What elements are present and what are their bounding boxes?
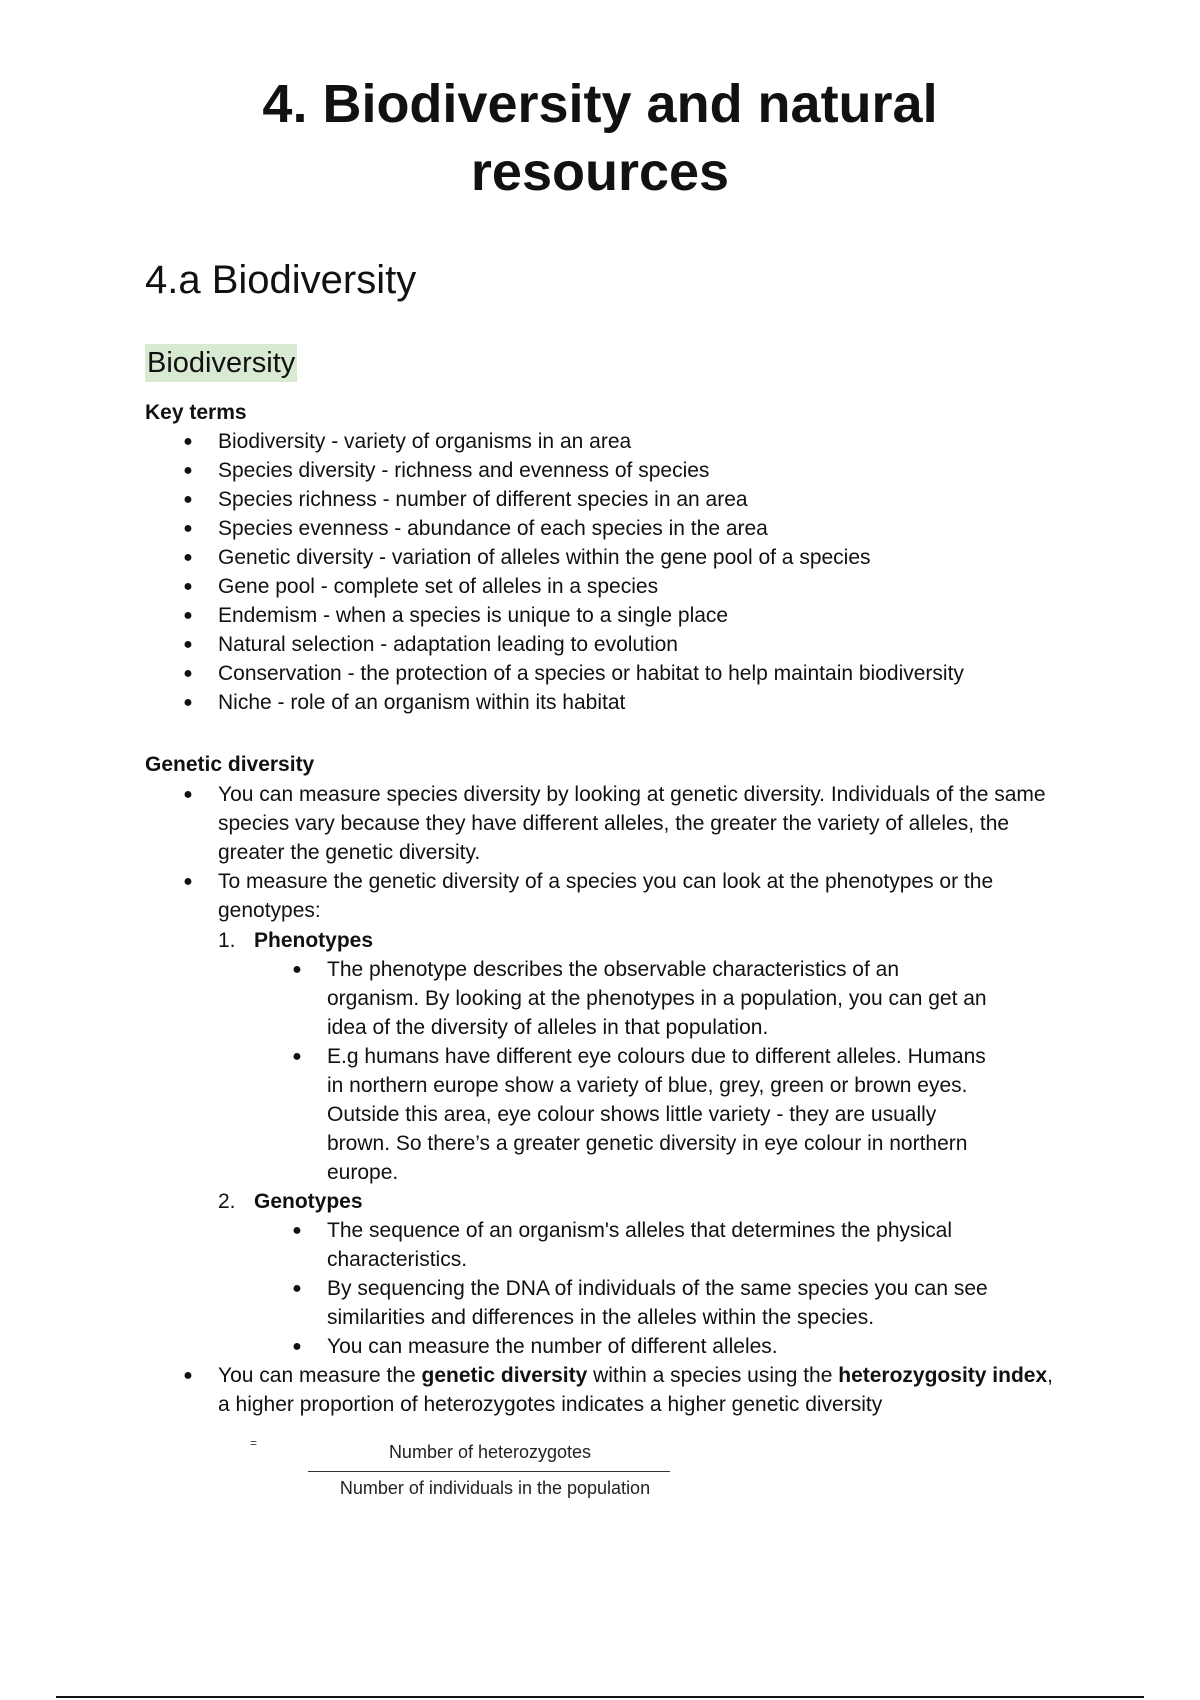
key-term-text: Gene pool - complete set of alleles in a species <box>218 575 659 598</box>
point-text: By sequencing the DNA of individuals of the same species you can see similarities and differences in the alleles within the species. <box>327 1277 988 1329</box>
list-item <box>290 1042 990 1187</box>
list-item <box>181 485 1061 514</box>
list-item <box>181 1361 1061 1419</box>
fraction-bar <box>308 1471 670 1472</box>
numbered-list-container <box>181 926 1061 1361</box>
key-term-text: Biodiversity - variety of organisms in an area <box>218 430 632 453</box>
bullet-dot-icon: ● <box>292 1222 302 1239</box>
point-text: The sequence of an organism's alleles that determines the physical characteristics. <box>327 1219 953 1271</box>
bullet-dot-icon: ● <box>183 873 193 890</box>
numbered-item-phenotypes <box>218 926 1061 1187</box>
point-text: E.g humans have different eye colours due to different alleles. Humans in northern europe show a variety of blue, grey, green or brown eyes. Outside this area, eye colour shows little variety - they are usually brown. So there’s a greater genetic diversity in eye colour in northern europe. <box>327 1045 986 1184</box>
equals-mark: = <box>250 1436 258 1450</box>
key-terms-label: Key terms <box>145 401 247 424</box>
list-item <box>181 572 1061 601</box>
bullet-dot-icon: ● <box>183 665 193 682</box>
document-title: 4. Biodiversity and natural resources <box>262 74 938 202</box>
point-text: The phenotype describes the observable characteristics of an organism. By looking at the phenotypes in a population, you can get an idea of the diversity of alleles in that population. <box>327 958 987 1039</box>
genetic-diversity-list <box>181 780 1061 1419</box>
list-item <box>181 867 1061 925</box>
numbered-list <box>218 926 1061 1361</box>
heterozygosity-text <box>218 1361 1061 1419</box>
bullet-dot-icon: ● <box>183 1367 193 1384</box>
bullet-dot-icon: ● <box>183 549 193 566</box>
key-term-text: Niche - role of an organism within its habitat <box>218 691 626 714</box>
formula-numerator: Number of heterozygotes <box>388 1442 592 1462</box>
key-term-text: Species diversity - richness and evenness of species <box>218 459 710 482</box>
key-term-text: Conservation - the protection of a species or habitat to help maintain biodiversity <box>218 662 964 685</box>
bold-term-genetic-diversity: genetic diversity <box>421 1364 588 1387</box>
list-item <box>181 601 1061 630</box>
bullet-dot-icon: ● <box>292 1280 302 1297</box>
bullet-dot-icon: ● <box>292 1048 302 1065</box>
bullet-dot-icon: ● <box>183 520 193 537</box>
list-item <box>181 427 1061 456</box>
list-item <box>181 630 1061 659</box>
bullet-dot-icon: ● <box>183 636 193 653</box>
item-number: 1. <box>218 929 236 952</box>
list-item <box>181 688 1061 717</box>
bullet-dot-icon: ● <box>292 1338 302 1355</box>
list-item <box>181 456 1061 485</box>
genetic-diversity-intro: You can measure species diversity by looking at genetic diversity. Individuals of the same species vary because they have different alleles, the greater the variety of alleles, the greater the genetic diversity. <box>218 783 1046 864</box>
list-item <box>290 1332 990 1361</box>
bullet-dot-icon: ● <box>183 786 193 803</box>
section-heading: 4.a Biodiversity <box>145 258 417 302</box>
bold-term-heterozygosity-index: heterozygosity index <box>838 1364 1048 1387</box>
subheading-highlighted: Biodiversity <box>145 344 297 382</box>
list-item <box>290 1216 990 1274</box>
key-term-text: Species richness - number of different species in an area <box>218 488 748 511</box>
key-term-text: Endemism - when a species is unique to a single place <box>218 604 729 627</box>
text-run: You can measure the <box>218 1364 422 1387</box>
list-item <box>290 955 990 1042</box>
point-text: You can measure the number of different alleles. <box>327 1335 778 1358</box>
bullet-dot-icon: ● <box>292 961 302 978</box>
bullet-dot-icon: ● <box>183 491 193 508</box>
key-term-text: Natural selection - adaptation leading to evolution <box>218 633 678 656</box>
bullet-dot-icon: ● <box>183 607 193 624</box>
text-run: within a species using the <box>587 1364 839 1387</box>
bullet-dot-icon: ● <box>183 694 193 711</box>
page-bottom-rule <box>56 1696 1144 1698</box>
bullet-dot-icon: ● <box>183 462 193 479</box>
formula-denominator: Number of individuals in the population <box>339 1478 651 1498</box>
list-item <box>290 1274 990 1332</box>
genotype-points <box>290 1216 990 1361</box>
item-title: Phenotypes <box>254 929 374 952</box>
item-title: Genotypes <box>254 1190 363 1213</box>
text-run: , a higher proportion of heterozygotes indicates a higher genetic diversity <box>218 1364 1053 1416</box>
key-term-text: Genetic diversity - variation of alleles within the gene pool of a species <box>218 546 871 569</box>
list-item <box>181 543 1061 572</box>
numbered-item-genotypes <box>218 1187 1061 1361</box>
item-number: 2. <box>218 1190 236 1213</box>
bullet-dot-icon: ● <box>183 578 193 595</box>
phenotype-points <box>290 955 990 1187</box>
key-terms-list <box>181 427 1061 717</box>
bullet-dot-icon: ● <box>183 433 193 450</box>
list-item <box>181 514 1061 543</box>
list-item <box>181 780 1061 867</box>
list-item <box>181 659 1061 688</box>
subheading-container <box>145 344 297 384</box>
key-term-text: Species evenness - abundance of each species in the area <box>218 517 768 540</box>
genetic-diversity-label: Genetic diversity <box>145 753 315 776</box>
measure-methods-text: To measure the genetic diversity of a species you can look at the phenotypes or the genotypes: <box>218 870 994 922</box>
